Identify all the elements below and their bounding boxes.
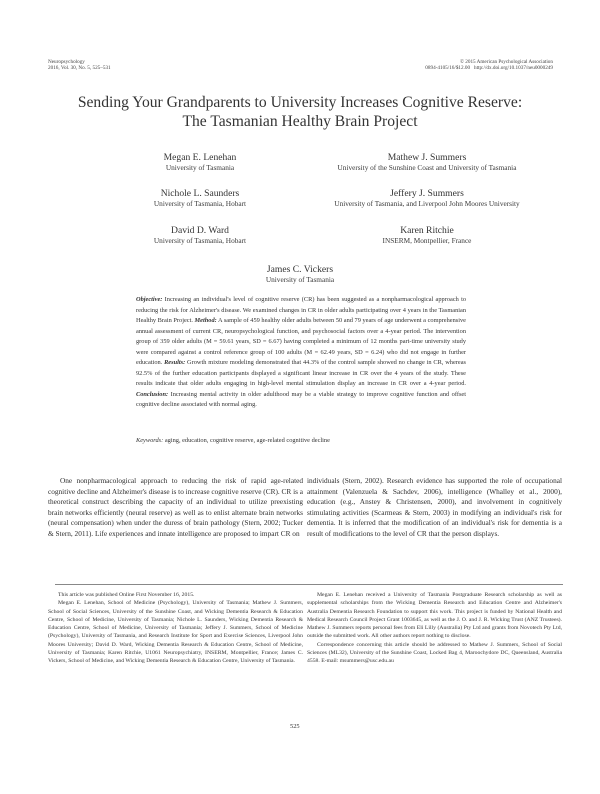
journal-header bbox=[48, 59, 111, 71]
abstract-method-text: A sample of 459 healthy older adults between 50 and 79 years of age underwent a comprehensive annual assessment of current CR, neuropsychological function, and psychosocial factors over a 4-year period. The intervention group of 359 older adults (M = 59.61 years, SD = 6.67) having completed a minimum of 12 months part-time university study were compared against a control reference group of 100 adults (M = 62.49 years, SD = 6.24) who did not engage in further education. bbox=[136, 317, 466, 366]
abstract-conclusion-text: Increasing mental activity in older adulthood may be a viable strategy to improve cognitive function and offset cognitive decline associated with normal aging. bbox=[136, 390, 466, 408]
keywords-label: Keywords: bbox=[136, 437, 164, 444]
abstract-results-text: Growth mixture modeling demonstrated that 44.3% of the control sample showed no change in CR, whereas 92.5% of the further education participants displayed a significant linear increase in CR over the 4 years of the study. These results indicate that older adults engaging in high-level mental stimulation display an increase in CR over a 4-year period. bbox=[136, 359, 466, 387]
correspondence-note: Correspondence concerning this article should be addressed to Mathew J. Summers, School of Social Sciences (ML32), University of the Sunshine Coast, Locked Bag 4, Maroochydore DC, Queensland, Australia 4558. E-mail: msummers@usc.edu.au bbox=[307, 641, 562, 665]
author-affiliations-note: Megan E. Lenehan, School of Medicine (Psychology), University of Tasmania; Mathew J. Summers, School of Social Sciences, University of the Sunshine Coast, and Wicking Dementia Research & Education Centre, School of Medicine, University of Tasmania; Nichole L. Saunders, Wicking Dementia Research & Education Centre, School of Medicine, University of Tasmania; Jeffery J. Summers, School of Medicine (Psychology), University of Tasmania, and Research Institute for Sport and Exercise Sciences, Liverpool John Moores University; David D. Ward, Wicking Dementia Research & Education Centre, School of Medicine, University of Tasmania; Karen Ritchie, U1061 Neuropsychiatry, INSERM, Montpellier, France; James C. Vickers, School of Medicine, and Wicking Dementia Research & Education Centre, University of Tasmania. bbox=[48, 600, 303, 665]
issn-doi: 0894-4105/16/$12.00 http://dx.doi.org/10.1037/neu0000249 bbox=[425, 65, 553, 72]
keywords-text: aging, education, cognitive reserve, age-related cognitive decline bbox=[163, 437, 330, 444]
article-title bbox=[40, 93, 560, 131]
journal-name: Neuropsychology bbox=[48, 59, 85, 65]
abstract-conclusion-label: Conclusion: bbox=[136, 390, 169, 398]
author-name: Megan E. Lenehan bbox=[163, 152, 237, 163]
author-block bbox=[297, 152, 557, 172]
author-affiliation: University of the Sunshine Coast and University of Tasmania bbox=[337, 163, 517, 172]
author-affiliation: INSERM, Montpellier, France bbox=[382, 236, 472, 245]
keywords bbox=[136, 436, 466, 446]
author-block bbox=[70, 152, 330, 172]
author-name: James C. Vickers bbox=[266, 264, 334, 275]
body-column-left bbox=[48, 476, 303, 540]
author-name: Nichole L. Saunders bbox=[160, 188, 240, 199]
abstract-method-label: Method: bbox=[194, 317, 217, 324]
abstract-objective-text: Increasing an individual's level of cognitive reserve (CR) has been suggested as a nonpharmacological approach to reducing the risk for Alzheimer's disease. We examined changes in CR in older adults participating over 4 years in the Tasmanian Healthy Brain Project. bbox=[136, 296, 466, 324]
author-affiliation: University of Tasmania, and Liverpool John Moores University bbox=[334, 199, 520, 208]
author-block bbox=[297, 225, 557, 245]
author-affiliation: University of Tasmania bbox=[165, 163, 235, 172]
author-name: David D. Ward bbox=[171, 225, 229, 236]
author-block bbox=[70, 225, 330, 245]
funding-note: Megan E. Lenehan received a University of Tasmania Postgraduate Research scholarship as well as supplemental scholarships from the Wicking Dementia Research and Education Centre and Alzheimer's Australia Dementia Research Foundation to support this work. This project is funded by National Health and Medical Research Council Project Grant 1003645, as well as the J. O. and J. R. Wicking Trust (ANZ Trustees). Mathew J. Summers reports personal fees from Eli Lilly (Australia) Pty Ltd and grants from Novotech Pty Ltd, outside the submitted work. All other authors report nothing to disclose. bbox=[307, 592, 562, 640]
author-block bbox=[297, 188, 557, 208]
abstract-objective-label: Objective: bbox=[136, 296, 163, 303]
author-affiliation: University of Tasmania bbox=[265, 275, 335, 284]
title-line-1: Sending Your Grandparents to University Increases Cognitive Reserve: bbox=[77, 94, 523, 111]
author-affiliation: University of Tasmania, Hobart bbox=[153, 236, 247, 245]
publisher-header bbox=[425, 59, 553, 71]
author-block bbox=[70, 188, 330, 208]
author-name: Karen Ritchie bbox=[400, 225, 454, 236]
title-line-2: The Tasmanian Healthy Brain Project bbox=[182, 113, 418, 130]
abstract-results-label: Results: bbox=[164, 359, 186, 366]
body-paragraph: One nonpharmacological approach to reducing the risk of rapid age-related cognitive decline and Alzheimer's disease is to increase cognitive reserve (CR). CR is a theoretical construct describing the capacity of an individual to utilize preexisting brain networks efficiently (neural reserve) as well as to enlist alternate brain networks (neural compensation) when under the duress of brain pathology (Stern, 2002; Tucker & Stern, 2011). Life experiences and innate intelligence are proposed to impart CR on bbox=[48, 476, 304, 538]
author-affiliation: University of Tasmania, Hobart bbox=[153, 199, 247, 208]
author-name: Jeffery J. Summers bbox=[390, 188, 464, 199]
body-column-right bbox=[307, 476, 562, 540]
body-paragraph: individuals (Stern, 2002). Research evidence has supported the role of occupational attainment (Valenzuela & Sachdev, 2006), intelligence (Whalley et al., 2000), education (e.g., Anstey & Christensen, 2000), and involvement in cognitively stimulating activities (Scarmeas & Stern, 2003) in modifying an individual's risk for dementia. It is inferred that the modification of an individual's risk for dementia is a result of modifications to the level of CR that the person displays. bbox=[307, 476, 562, 538]
footnotes-right bbox=[307, 591, 562, 666]
page-number: 525 bbox=[290, 723, 300, 730]
footnote-divider bbox=[55, 584, 563, 585]
footnotes-left bbox=[48, 591, 303, 666]
volume-info: 2016, Vol. 30, No. 5, 525–531 bbox=[48, 65, 111, 72]
author-block bbox=[170, 264, 430, 284]
online-first-note: This article was published Online First November 16, 2015. bbox=[58, 592, 195, 598]
abstract bbox=[136, 295, 466, 411]
author-name: Mathew J. Summers bbox=[387, 152, 467, 163]
copyright-notice: © 2015 American Psychological Association bbox=[460, 59, 553, 65]
